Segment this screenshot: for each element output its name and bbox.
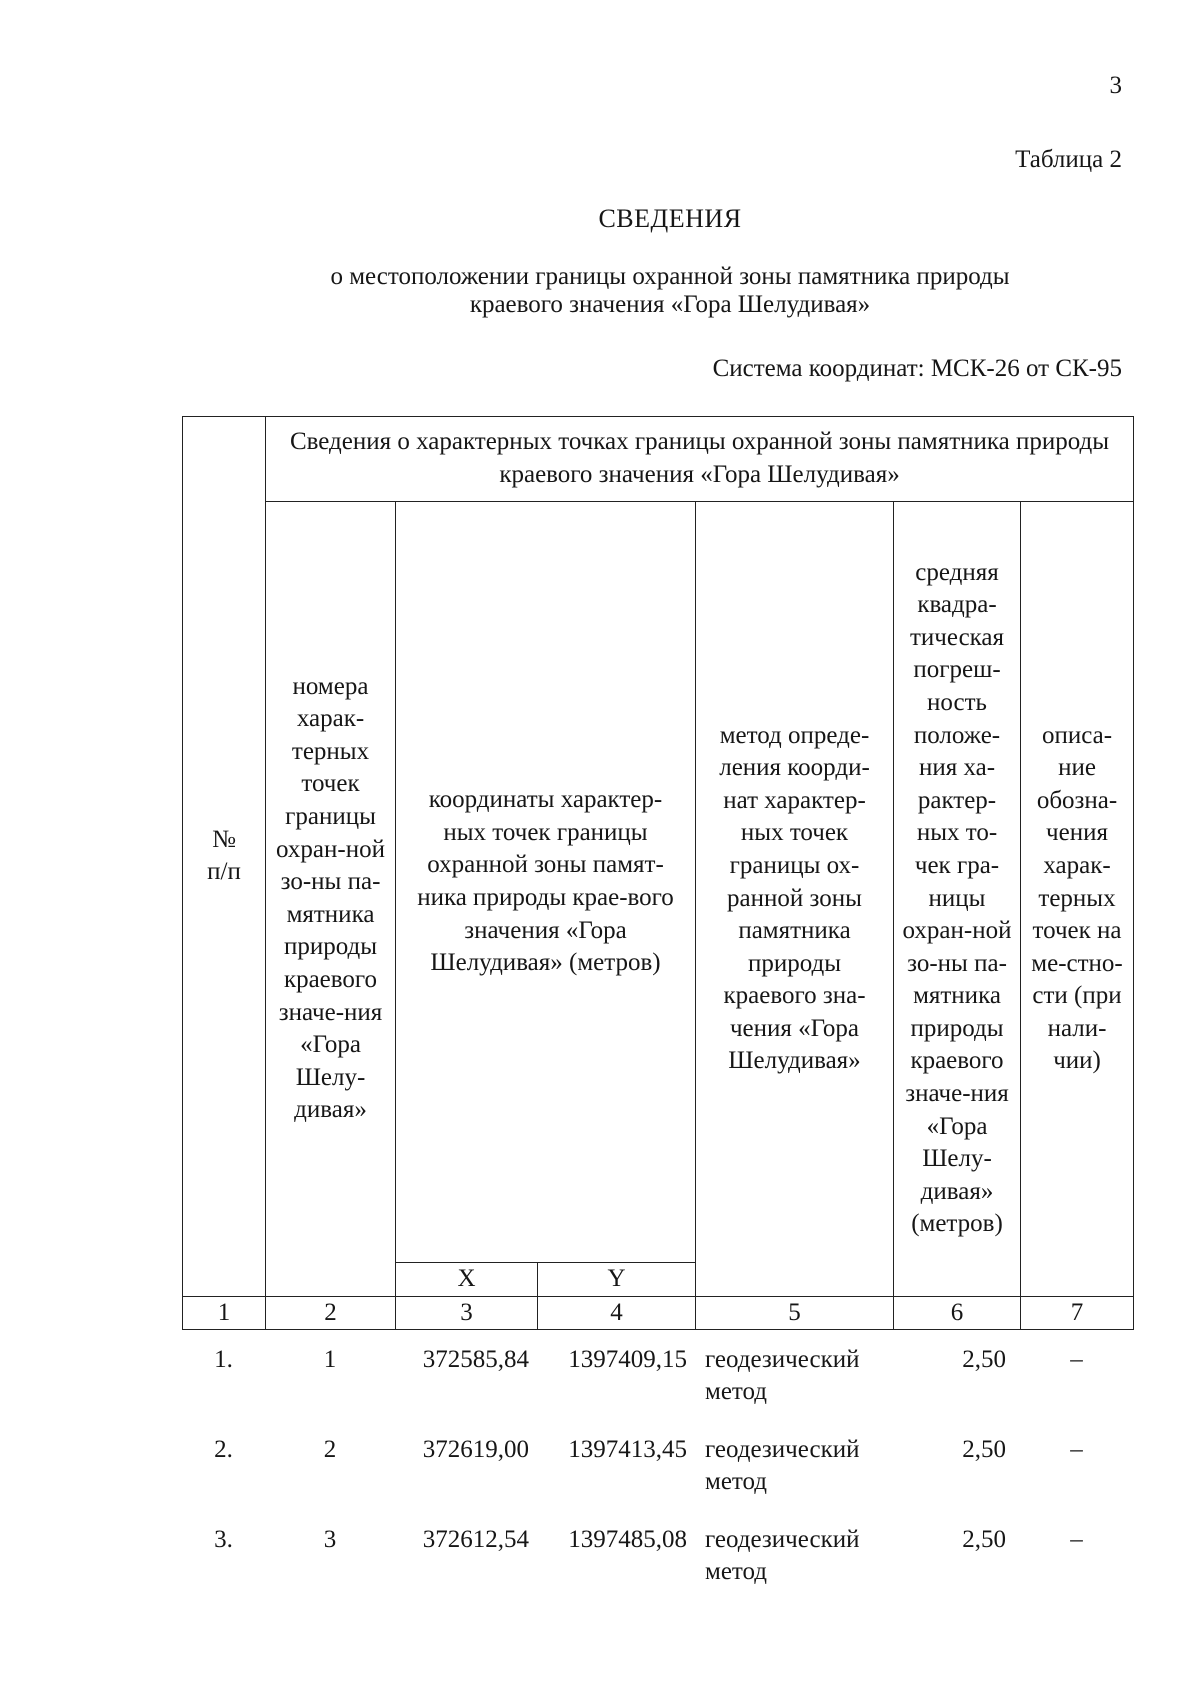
coord-x: 372612,54 xyxy=(422,1526,529,1553)
document-subtitle xyxy=(0,263,1200,319)
point-number: 2 xyxy=(323,1436,337,1463)
point-number: 3 xyxy=(323,1526,337,1553)
row-number: 2. xyxy=(214,1436,233,1463)
column-number: 6 xyxy=(894,1296,1021,1330)
table-label: Таблица 2 xyxy=(1015,146,1122,173)
column-number: 2 xyxy=(266,1296,396,1330)
coord-x: 372585,84 xyxy=(422,1346,529,1373)
description: – xyxy=(1070,1436,1083,1463)
column-number: 4 xyxy=(538,1296,696,1330)
header-group-title: Сведения о характерных точках границы охранной зоны памятника природы краевого значения «Гора Шелудивая» xyxy=(266,417,1134,502)
table-row xyxy=(182,1434,1133,1524)
point-number: 1 xyxy=(323,1346,337,1373)
subtitle-line-1: о местоположении границы охранной зоны памятника природы xyxy=(330,263,1010,290)
column-number: 7 xyxy=(1021,1296,1134,1330)
header-y: Y xyxy=(538,1263,696,1297)
header-description: описа-ние обозна-чения харак-терных точек на ме-стно-сти (при нали-чии) xyxy=(1021,502,1134,1297)
description: – xyxy=(1070,1346,1083,1373)
coord-y: 1397409,15 xyxy=(568,1346,687,1373)
coordinate-system: Система координат: МСК-26 от СК-95 xyxy=(712,355,1122,382)
header-x: X xyxy=(396,1263,538,1297)
document-title: СВЕДЕНИЯ xyxy=(598,204,742,233)
method: геодезический метод xyxy=(705,1526,860,1585)
header-method: метод опреде-ления коорди-нат характер-ных точек границы ох-ранной зоны памятника природы краевого зна-чения «Гора Шелудивая» xyxy=(696,502,894,1297)
subtitle-line-2: краевого значения «Гора Шелудивая» xyxy=(469,291,871,318)
coord-y: 1397485,08 xyxy=(568,1526,687,1553)
header-error: средняя квадра-тическая погреш-ность положе-ния ха-рактер-ных то-чек гра-ницы охран-ной зо-ны па-мятника природы краевого значе-ния «Гора Шелу-дивая» (метров) xyxy=(894,502,1021,1297)
table-row xyxy=(182,1524,1133,1614)
column-number: 3 xyxy=(396,1296,538,1330)
column-number: 5 xyxy=(696,1296,894,1330)
method: геодезический метод xyxy=(705,1436,860,1495)
row-number: 1. xyxy=(214,1346,233,1373)
coord-x: 372619,00 xyxy=(422,1436,529,1463)
column-number: 1 xyxy=(183,1296,266,1330)
data-table xyxy=(182,1344,1133,1614)
error-value: 2,50 xyxy=(962,1436,1006,1463)
header-point-numbers: номера харак-терных точек границы охран-ной зо-ны па-мятника природы краевого значе-ния «Гора Шелу-дивая» xyxy=(266,502,396,1297)
method: геодезический метод xyxy=(705,1346,860,1405)
header-coordinates: координаты характер-ных точек границы охранной зоны памят-ника природы крае-вого значения «Гора Шелудивая» (метров) xyxy=(396,502,696,1263)
table-row xyxy=(182,1344,1133,1434)
coord-y: 1397413,45 xyxy=(568,1436,687,1463)
error-value: 2,50 xyxy=(962,1346,1006,1373)
row-number: 3. xyxy=(214,1526,233,1553)
error-value: 2,50 xyxy=(962,1526,1006,1553)
header-table xyxy=(182,416,1134,1330)
description: – xyxy=(1070,1526,1083,1553)
page-number: 3 xyxy=(1109,72,1122,99)
header-row-number: № п/п xyxy=(183,417,266,1297)
column-number-row xyxy=(183,1296,1134,1330)
